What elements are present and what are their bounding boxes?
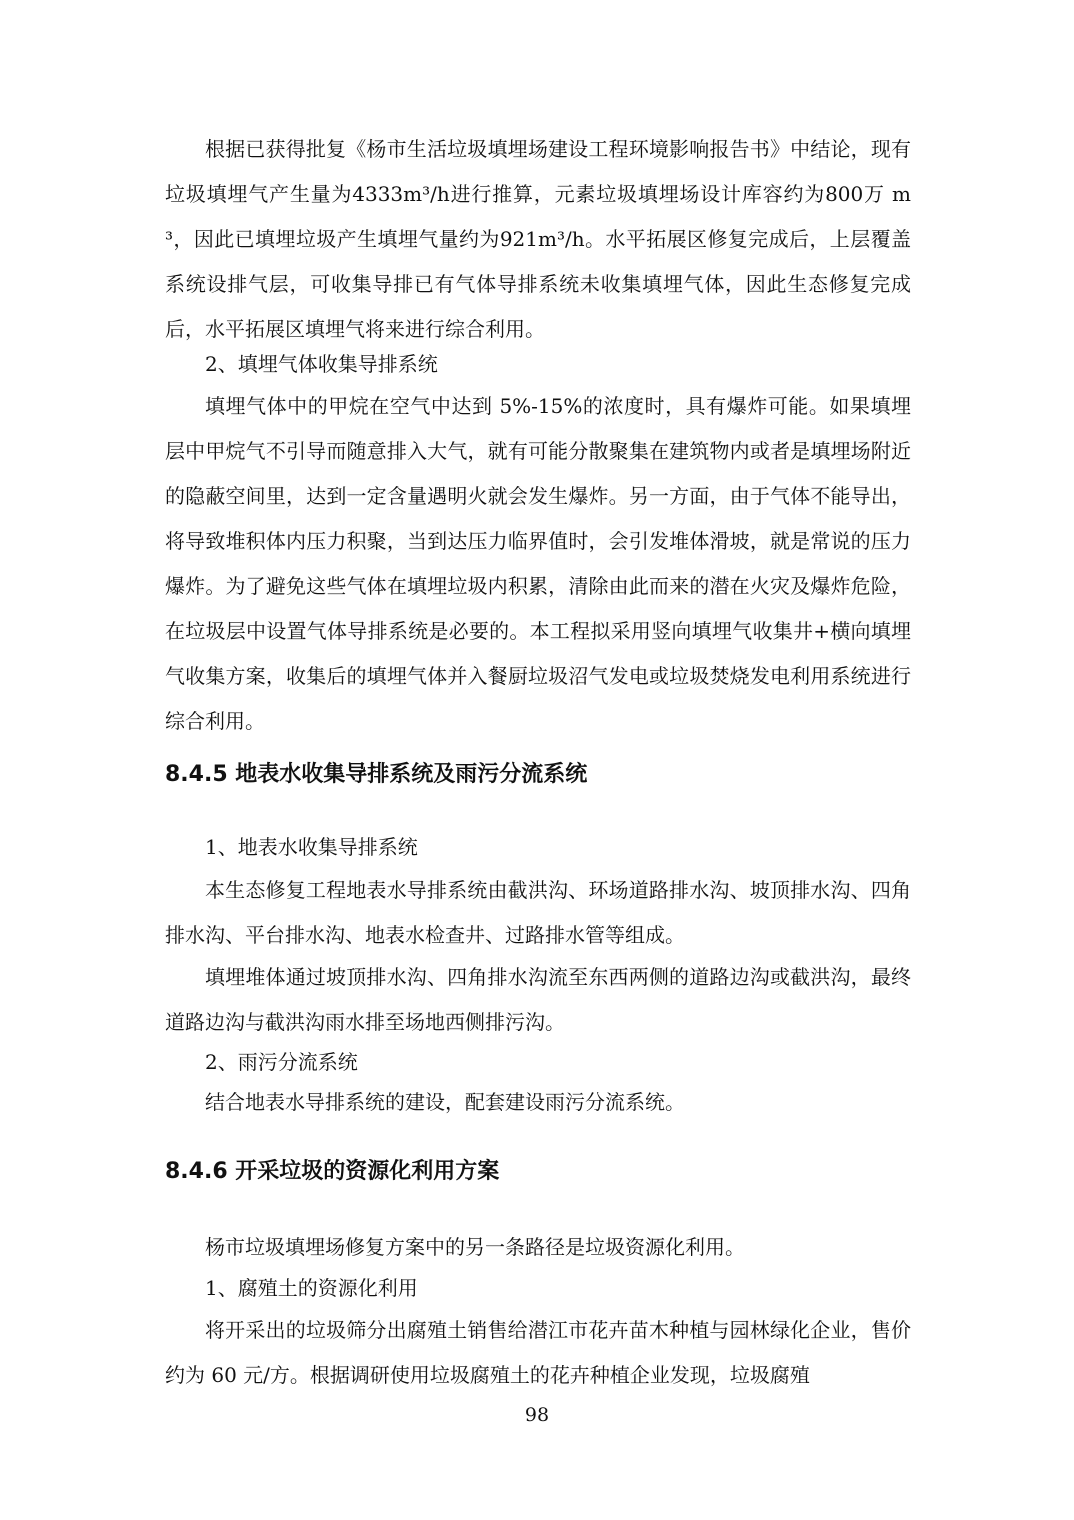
list-item-gas-collection: 2、填埋气体收集导排系统 [205, 352, 438, 376]
paragraph-rain-sewage: 结合地表水导排系统的建设，配套建设雨污分流系统。 [205, 1090, 685, 1114]
paragraph-drainage-components: 本生态修复工程地表水导排系统由截洪沟、环场道路排水沟、坡顶排水沟、四角排水沟、平台排水沟、地表水检查井、过路排水管等组成。 [165, 878, 911, 947]
list-item-rain-sewage: 2、雨污分流系统 [205, 1050, 358, 1074]
list-item-surface-water: 1、地表水收集导排系统 [205, 835, 418, 859]
section-heading-8-4-6: 8.4.6 开采垃圾的资源化利用方案 [165, 1159, 500, 1184]
paragraph-resource-utilization: 杨市垃圾填埋场修复方案中的另一条路径是垃圾资源化利用。 [205, 1235, 745, 1259]
page-number: 98 [524, 1404, 550, 1426]
section-heading-8-4-5: 8.4.5 地表水收集导排系统及雨污分流系统 [165, 762, 588, 787]
list-item-humus: 1、腐殖土的资源化利用 [205, 1276, 418, 1300]
paragraph-drainage-flow: 填埋堆体通过坡顶排水沟、四角排水沟流至东西两侧的道路边沟或截洪沟，最终道路边沟与截洪沟雨水排至场地西侧排污沟。 [165, 965, 911, 1034]
paragraph-landfill-gas-estimate: 根据已获得批复《杨市生活垃圾填埋场建设工程环境影响报告书》中结论，现有垃圾填埋气产生量为4333m³/h进行推算，元素垃圾填埋场设计库容约为800万 m³，因此已填埋垃圾产生填埋气量约为921m³/h。水平拓展区修复完成后，上层覆盖系统设排气层，可收集导排已有气体导排系统未收集填埋气体，因此生态修复完成后，水平拓展区填埋气将来进行综合利用。 [165, 137, 911, 341]
paragraph-humus-sale: 将开采出的垃圾筛分出腐殖土销售给潜江市花卉苗木种植与园林绿化企业，售价约为 60 元/方。根据调研使用垃圾腐殖土的花卉种植企业发现，垃圾腐殖 [165, 1318, 911, 1387]
paragraph-methane-explosion: 填埋气体中的甲烷在空气中达到 5%-15%的浓度时，具有爆炸可能。如果填埋层中甲烷气不引导而随意排入大气，就有可能分散聚集在建筑物内或者是填埋场附近的隐蔽空间里，达到一定含量遇明火就会发生爆炸。另一方面，由于气体不能导出，将导致堆积体内压力积聚，当到达压力临界值时，会引发堆体滑坡，就是常说的压力爆炸。为了避免这些气体在填埋垃圾内积累，清除由此而来的潜在火灾及爆炸危险，在垃圾层中设置气体导排系统是必要的。本工程拟采用竖向填埋气收集井+横向填埋气收集方案，收集后的填埋气体并入餐厨垃圾沼气发电或垃圾焚烧发电利用系统进行综合利用。 [165, 394, 911, 733]
